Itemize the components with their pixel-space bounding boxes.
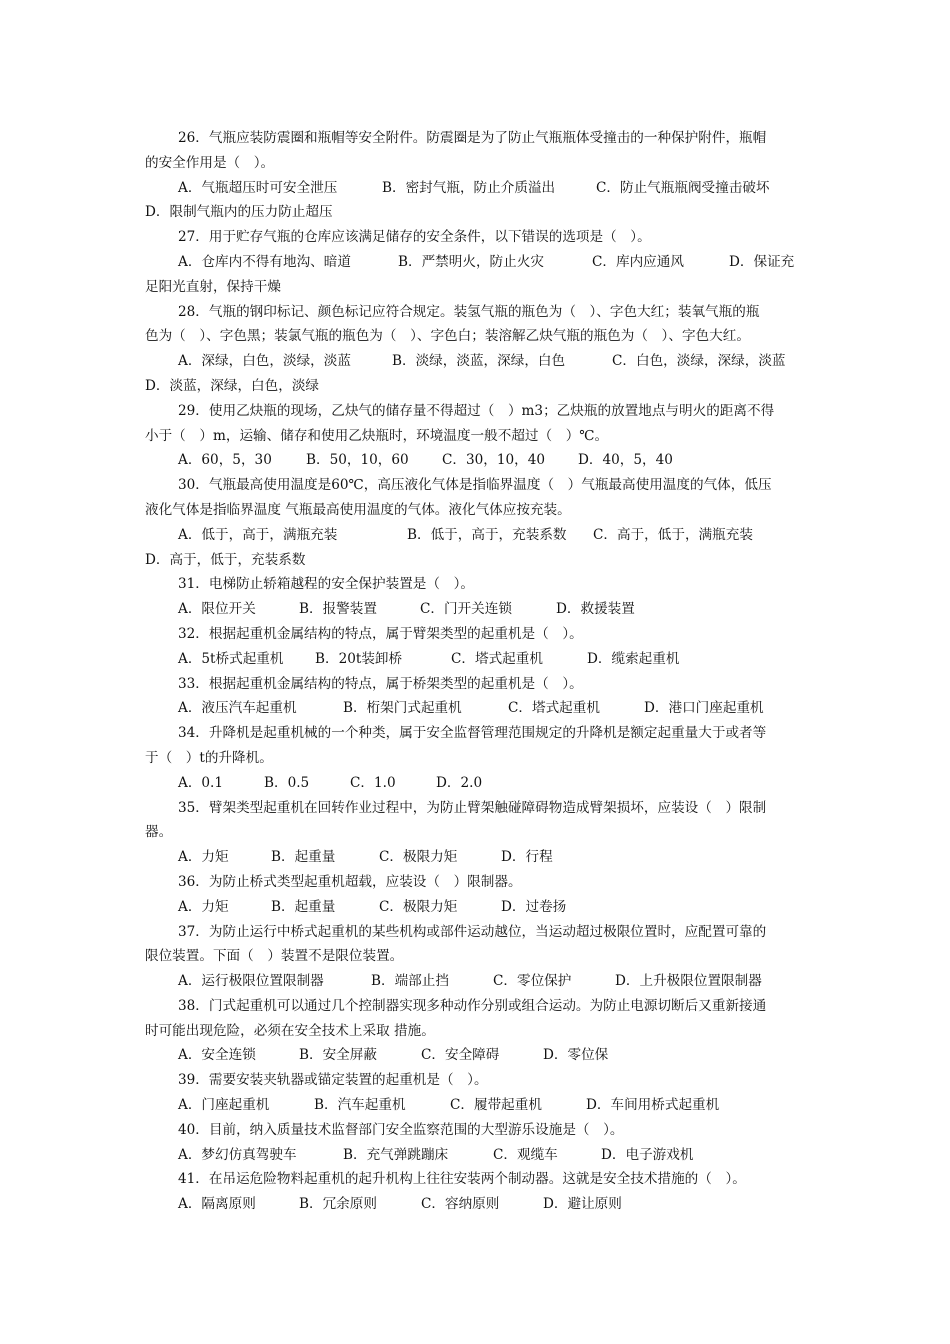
options-line [145, 448, 805, 473]
question-26 [145, 126, 805, 225]
answer-option: D．救援装置 [556, 601, 635, 618]
options-line [145, 1043, 805, 1068]
question-stem-continuation: 器。 [145, 824, 173, 841]
question-stem-continuation: 时可能出现危险，必须在安全技术上采取 措施。 [145, 1022, 435, 1039]
answer-option: B．充气弹跳蹦床 [343, 1146, 449, 1163]
question-stem: 40．目前，纳入质量技术监督部门安全监察范围的大型游乐设施是（ ）。 [178, 1121, 624, 1138]
answer-option: C．塔式起重机 [451, 650, 543, 667]
question-stem: 38．门式起重机可以通过几个控制器实现多种动作分别或组合运动。为防止电源切断后又重新接通 [178, 997, 767, 1014]
answer-option: D．40，5，40 [578, 452, 673, 469]
answer-option: A．限位开关 [178, 601, 256, 618]
question-27 [145, 225, 805, 299]
answer-option: B．汽车起重机 [314, 1097, 406, 1114]
question-stem-continuation: 的安全作用是（ ）。 [145, 154, 275, 171]
answer-option: C．安全障碍 [421, 1047, 500, 1064]
answer-option: D．零位保 [543, 1047, 609, 1064]
question-stem: 34．升降机是起重机械的一个种类，属于安全监督管理范围规定的升降机是额定起重量大于或者等 [178, 725, 767, 742]
question-stem: 39．需要安装夹轨器或锚定装置的起重机是（ ）。 [178, 1072, 488, 1089]
options-line [145, 250, 805, 275]
answer-option: B．起重量 [271, 898, 336, 915]
answer-option: A．深绿，白色，淡绿，淡蓝 [178, 353, 351, 370]
question-41 [145, 1167, 805, 1217]
answer-option: D．过卷扬 [501, 898, 567, 915]
question-stem: 32．根据起重机金属结构的特点，属于臂架类型的起重机是（ ）。 [178, 625, 583, 642]
answer-option: C．白色，淡绿，深绿，淡蓝 [612, 353, 786, 370]
answer-option: A．液压汽车起重机 [178, 700, 297, 717]
answer-option: B．桁架门式起重机 [343, 700, 462, 717]
question-stem: 27．用于贮存气瓶的仓库应该满足储存的安全条件，以下错误的选项是（ ）。 [178, 229, 651, 246]
question-stem: 30．气瓶最高使用温度是60℃，高压液化气体是指临界温度（ ）气瓶最高使用温度的气体，低压 [178, 477, 772, 494]
question-stem: 41．在吊运危险物料起重机的起升机构上往往安装两个制动器。这就是安全技术措施的（ ）。 [178, 1171, 746, 1188]
answer-option: B．端部止挡 [371, 973, 449, 990]
answer-option: C．零位保护 [493, 973, 572, 990]
options-line [145, 597, 805, 622]
answer-option: D．淡蓝，深绿，白色，淡绿 [145, 377, 320, 394]
question-stem: 33．根据起重机金属结构的特点，属于桥架类型的起重机是（ ）。 [178, 675, 583, 692]
answer-option: D．港口门座起重机 [644, 700, 764, 717]
answer-option: B．淡绿，淡蓝，深绿，白色 [392, 353, 566, 370]
answer-option: D．限制气瓶内的压力防止超压 [145, 204, 333, 221]
answer-option: C．极限力矩 [379, 898, 458, 915]
options-line [145, 895, 805, 920]
question-33 [145, 672, 805, 722]
answer-option: A．梦幻仿真驾驶车 [178, 1146, 297, 1163]
answer-option: A．5t桥式起重机 [178, 650, 284, 667]
answer-option: A．气瓶超压时可安全泄压 [178, 179, 338, 196]
answer-option: D．2.0 [436, 774, 483, 791]
question-36 [145, 870, 805, 920]
answer-option: B．20t装卸桥 [315, 650, 403, 667]
question-30 [145, 473, 805, 572]
answer-option: C．塔式起重机 [508, 700, 600, 717]
options-line [145, 696, 805, 721]
answer-option: C．极限力矩 [379, 849, 458, 866]
options-line [145, 349, 805, 374]
answer-option: A．运行极限位置限制器 [178, 973, 324, 990]
question-40 [145, 1118, 805, 1168]
answer-option: D．避让原则 [543, 1196, 622, 1213]
question-37 [145, 920, 805, 994]
options-line [145, 548, 805, 573]
question-stem-continuation: 限位装置。下面（ ）装置不是限位装置。 [145, 948, 404, 965]
answer-option: A．力矩 [178, 898, 229, 915]
answer-option: C．门开关连锁 [420, 601, 512, 618]
question-stem-continuation: 小于（ ）m，运输、储存和使用乙炔瓶时，环境温度一般不超过（ ）℃。 [145, 427, 609, 444]
answer-option: C．容纳原则 [421, 1196, 500, 1213]
question-35 [145, 796, 805, 870]
question-39 [145, 1068, 805, 1118]
options-line [145, 1093, 805, 1118]
answer-option: A．安全连锁 [178, 1047, 256, 1064]
options-line [145, 275, 805, 300]
answer-option: B．报警装置 [299, 601, 377, 618]
question-stem-continuation: 于（ ）t的升降机。 [145, 749, 273, 766]
answer-option: A．0.1 [178, 774, 224, 791]
question-32 [145, 622, 805, 672]
question-38 [145, 994, 805, 1068]
options-line [145, 176, 805, 201]
question-stem: 29．使用乙炔瓶的现场，乙炔气的储存量不得超过（ ）m3；乙炔瓶的放置地点与明火的距离不得 [178, 402, 775, 419]
question-stem: 37．为防止运行中桥式起重机的某些机构或部件运动越位，当运动超过极限位置时，应配置可靠的 [178, 923, 767, 940]
answer-option: 足阳光直射，保持干燥 [145, 278, 281, 295]
answer-option: B．密封气瓶，防止介质溢出 [382, 179, 556, 196]
question-list [145, 126, 805, 1217]
answer-option: B．安全屏蔽 [299, 1047, 377, 1064]
answer-option: D．上升极限位置限制器 [615, 973, 762, 990]
answer-option: B．起重量 [271, 849, 336, 866]
options-line [145, 1192, 805, 1217]
answer-option: A．门座起重机 [178, 1097, 270, 1114]
options-line [145, 771, 805, 796]
answer-option: A．隔离原则 [178, 1196, 256, 1213]
question-stem: 26．气瓶应装防震圈和瓶帽等安全附件。防震圈是为了防止气瓶瓶体受撞击的一种保护附件，瓶帽 [178, 130, 767, 146]
options-line [145, 647, 805, 672]
options-line [145, 845, 805, 870]
question-stem: 28．气瓶的钢印标记、颜色标记应符合规定。装氢气瓶的瓶色为（ ）、字色大红；装氧气瓶的瓶 [178, 303, 760, 320]
answer-option: A．力矩 [178, 849, 229, 866]
options-line [145, 969, 805, 994]
answer-option: D．电子游戏机 [601, 1146, 694, 1163]
answer-option: B．低于，高于，充装系数 [407, 526, 567, 543]
answer-option: A．低于，高于，满瓶充装 [178, 526, 338, 543]
answer-option: B．严禁明火，防止火灾 [398, 253, 544, 270]
answer-option: B．冗余原则 [299, 1196, 377, 1213]
answer-option: C．库内应通风 [592, 253, 684, 270]
options-line [145, 200, 805, 225]
answer-option: A．仓库内不得有地沟、暗道 [178, 253, 351, 270]
question-stem: 36．为防止桥式类型起重机超载，应装设（ ）限制器。 [178, 873, 522, 890]
answer-option: A．60，5，30 [178, 452, 272, 469]
answer-option: C．30，10，40 [442, 452, 546, 469]
answer-option: D．缆索起重机 [587, 650, 680, 667]
question-stem-continuation: 液化气体是指临界温度 气瓶最高使用温度的气体。液化气体应按充装。 [145, 501, 571, 518]
question-stem: 35．臂架类型起重机在回转作业过程中，为防止臂架触碰障碍物造成臂架损坏，应装设（ ）限制 [178, 799, 767, 816]
answer-option: C．防止气瓶瓶阀受撞击破坏 [596, 179, 770, 196]
answer-option: D．车间用桥式起重机 [586, 1097, 720, 1114]
question-stem-continuation: 色为（ ）、字色黑；装氯气瓶的瓶色为（ ）、字色白；装溶解乙炔气瓶的瓶色为（ ）、字色大红。 [145, 328, 750, 345]
answer-option: C．观缆车 [493, 1146, 558, 1163]
question-stem: 31．电梯防止轿箱越程的安全保护装置是（ ）。 [178, 576, 474, 593]
question-31 [145, 572, 805, 622]
answer-option: C．1.0 [350, 774, 396, 791]
options-line [145, 374, 805, 399]
answer-option: C．履带起重机 [450, 1097, 542, 1114]
answer-option: C．高于，低于，满瓶充装 [593, 526, 753, 543]
question-29 [145, 399, 805, 473]
question-28 [145, 300, 805, 399]
options-line [145, 1143, 805, 1168]
answer-option: D．行程 [501, 849, 553, 866]
options-line [145, 523, 805, 548]
question-34 [145, 721, 805, 795]
answer-option: B．50，10，60 [306, 452, 409, 469]
answer-option: D．高于，低于，充装系数 [145, 551, 306, 568]
answer-option: D．保证充 [729, 253, 795, 270]
answer-option: B．0.5 [264, 774, 310, 791]
